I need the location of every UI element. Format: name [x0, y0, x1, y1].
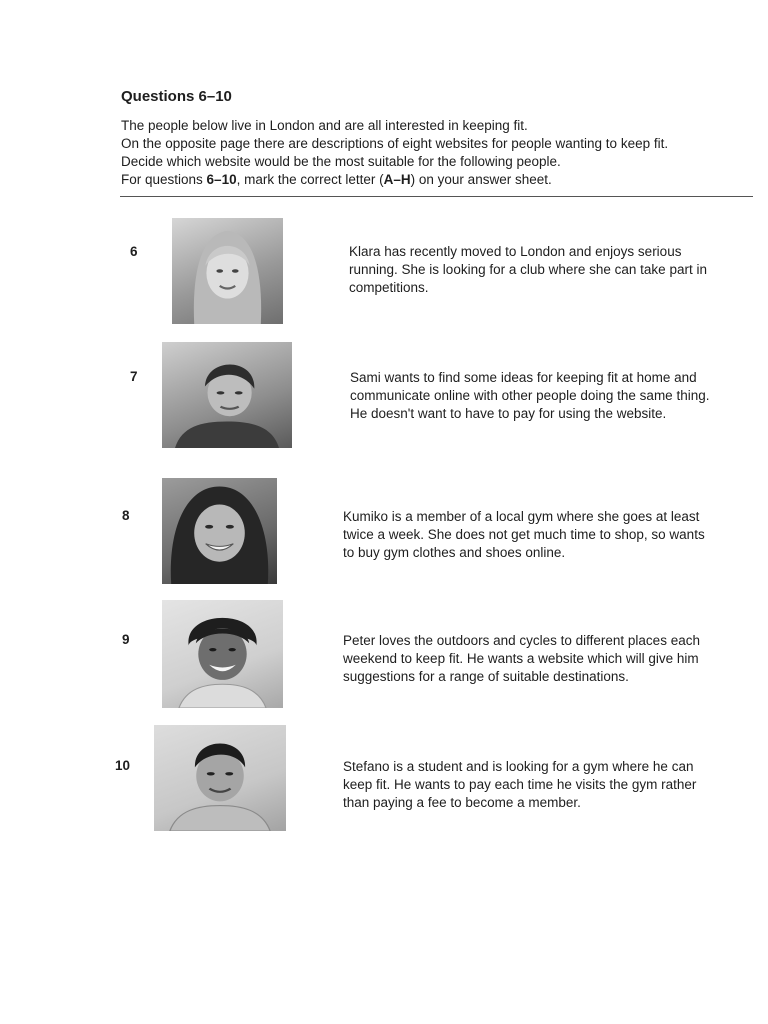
- question-number: 9: [122, 632, 130, 647]
- description-line: communicate online with other people doing the same thing.: [350, 388, 710, 403]
- description-line: to buy gym clothes and shoes online.: [343, 545, 566, 560]
- person-description: [343, 508, 743, 562]
- description-line: suggestions for a range of suitable destinations.: [343, 669, 629, 684]
- person-description: [349, 243, 749, 297]
- person-photo: [162, 342, 292, 448]
- instruction-line: Decide which website would be the most suitable for the following people.: [121, 154, 561, 169]
- instruction-line: The people below live in London and are all interested in keeping fit.: [121, 118, 528, 133]
- question-number: 7: [130, 369, 138, 384]
- question-number: 10: [115, 758, 131, 773]
- instruction-text: ) on your answer sheet.: [410, 172, 552, 187]
- description-line: competitions.: [349, 280, 429, 295]
- person-photo: [162, 600, 283, 708]
- question-range: 6–10: [206, 172, 237, 187]
- instruction-text: , mark the correct letter (: [236, 172, 384, 187]
- description-line: Kumiko is a member of a local gym where she goes at least: [343, 509, 700, 524]
- letter-range: A–H: [383, 172, 411, 187]
- description-line: Stefano is a student and is looking for a gym where he can: [343, 759, 694, 774]
- description-line: Sami wants to find some ideas for keeping fit at home and: [350, 370, 697, 385]
- person-photo: [154, 725, 286, 831]
- section-heading: Questions 6–10: [121, 88, 232, 105]
- person-photo: [162, 478, 277, 584]
- description-line: running. She is looking for a club where she can take part in: [349, 262, 707, 277]
- instruction-line: On the opposite page there are descriptions of eight websites for people wanting to keep fit.: [121, 136, 669, 151]
- instruction-line: [121, 171, 741, 189]
- instruction-text: For questions: [121, 172, 207, 187]
- description-line: He doesn't want to have to pay for using the website.: [350, 406, 667, 421]
- person-photo: [172, 218, 283, 324]
- person-description: [343, 632, 743, 686]
- description-line: weekend to keep fit. He wants a website which will give him: [343, 651, 699, 666]
- description-line: Peter loves the outdoors and cycles to different places each: [343, 633, 700, 648]
- question-number: 8: [122, 508, 130, 523]
- instructions: [121, 117, 741, 189]
- description-line: keep fit. He wants to pay each time he visits the gym rather: [343, 777, 697, 792]
- divider: [120, 196, 753, 197]
- person-description: [343, 758, 743, 812]
- description-line: than paying a fee to become a member.: [343, 795, 581, 810]
- description-line: twice a week. She does not get much time to shop, so wants: [343, 527, 705, 542]
- person-description: [350, 369, 750, 423]
- question-number: 6: [130, 244, 138, 259]
- description-line: Klara has recently moved to London and enjoys serious: [349, 244, 682, 259]
